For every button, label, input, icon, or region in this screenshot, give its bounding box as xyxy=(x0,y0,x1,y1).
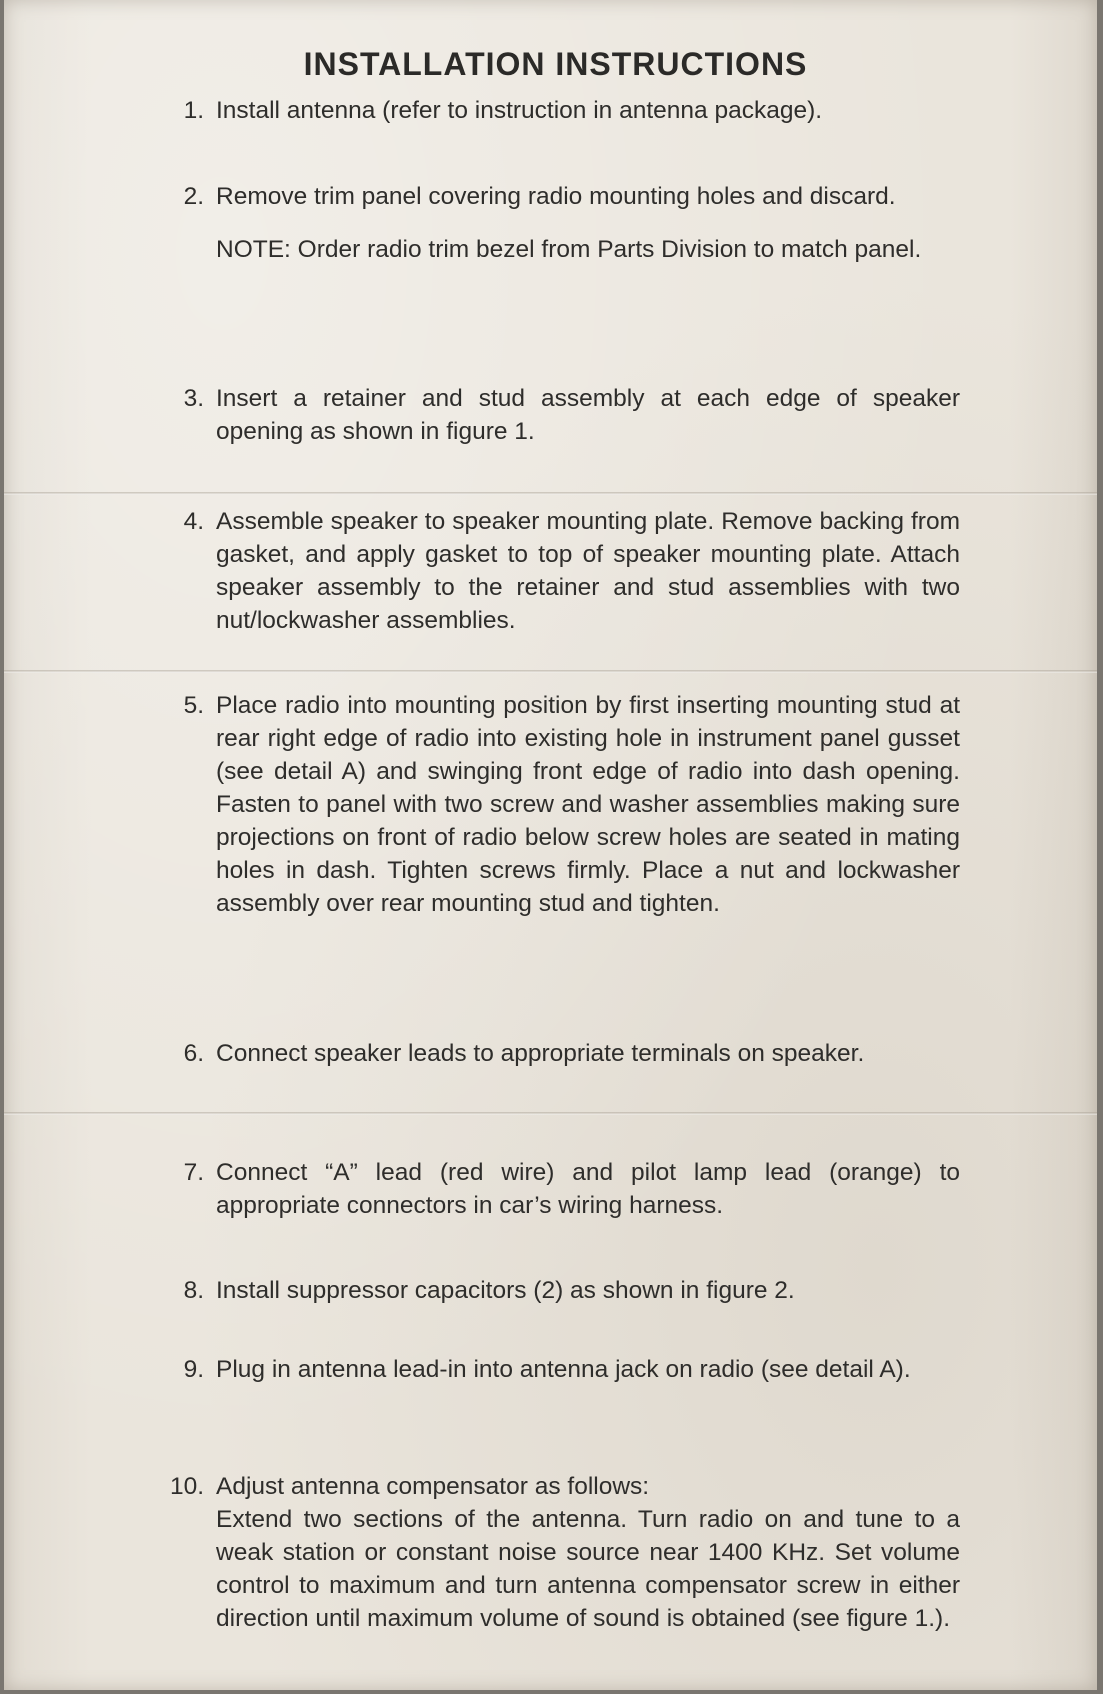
step-body xyxy=(216,382,960,448)
step-body xyxy=(216,1037,960,1070)
step-body xyxy=(216,94,960,127)
step-note: NOTE: Order radio trim bezel from Parts Division to match panel. xyxy=(216,236,922,263)
step-number: 5. xyxy=(183,692,204,719)
step-text: Insert a retainer and stud assembly at each edge of speaker opening as shown in figure 1. xyxy=(216,385,960,445)
step-number: 4. xyxy=(183,508,204,535)
step-body xyxy=(216,689,960,920)
step-text: Connect speaker leads to appropriate terminals on speaker. xyxy=(216,1040,865,1067)
step-body xyxy=(216,180,960,266)
step-body xyxy=(216,1470,960,1635)
step-text: Place radio into mounting position by first inserting mounting stud at rear right edge of radio into existing hole in instrument panel gusset (see detail A) and swinging front edge of radio into dash opening. Fasten to panel with two screw and washer assemblies making sure projections on front of radio below screw holes are seated in mating holes in dash. Tighten screws firmly. Place a nut and lockwasher assembly over rear mounting stud and tighten. xyxy=(216,692,960,917)
instruction-sheet xyxy=(4,0,1097,1690)
step-number: 1. xyxy=(183,97,204,124)
step-text: Plug in antenna lead-in into antenna jack on radio (see detail A). xyxy=(216,1356,911,1383)
fold-crease xyxy=(4,1112,1097,1115)
step-body xyxy=(216,1156,960,1222)
step-text: Remove trim panel covering radio mounting holes and discard. xyxy=(216,183,896,210)
fold-crease xyxy=(4,670,1097,673)
step-text: Connect “A” lead (red wire) and pilot lamp lead (orange) to appropriate connectors in car’s wiring harness. xyxy=(216,1159,960,1219)
page-title: INSTALLATION INSTRUCTIONS xyxy=(303,46,808,82)
step-number: 6. xyxy=(183,1040,204,1067)
step-text: Adjust antenna compensator as follows: xyxy=(216,1473,650,1500)
step-number: 9. xyxy=(183,1356,204,1383)
step-number: 8. xyxy=(183,1277,204,1304)
step-text: Assemble speaker to speaker mounting plate. Remove backing from gasket, and apply gasket to top of speaker mounting plate. Attach speaker assembly to the retainer and stud assemblies with two nut/lockwasher assemblies. xyxy=(216,508,960,634)
step-number: 3. xyxy=(183,385,204,412)
fold-crease xyxy=(4,492,1097,495)
step-text: Install antenna (refer to instruction in antenna package). xyxy=(216,97,823,124)
step-detail: Extend two sections of the antenna. Turn radio on and tune to a weak station or constant noise source near 1400 KHz. Set volume control to maximum and turn antenna compensator screw in either direction until maximum volume of sound is obtained (see figure 1.). xyxy=(216,1506,960,1632)
step-number: 7. xyxy=(183,1159,204,1186)
step-text: Install suppressor capacitors (2) as shown in figure 2. xyxy=(216,1277,795,1304)
step-number: 10. xyxy=(169,1473,204,1500)
step-body xyxy=(216,1274,960,1307)
step-body xyxy=(216,1353,960,1386)
step-body xyxy=(216,505,960,637)
step-number: 2. xyxy=(183,183,204,210)
